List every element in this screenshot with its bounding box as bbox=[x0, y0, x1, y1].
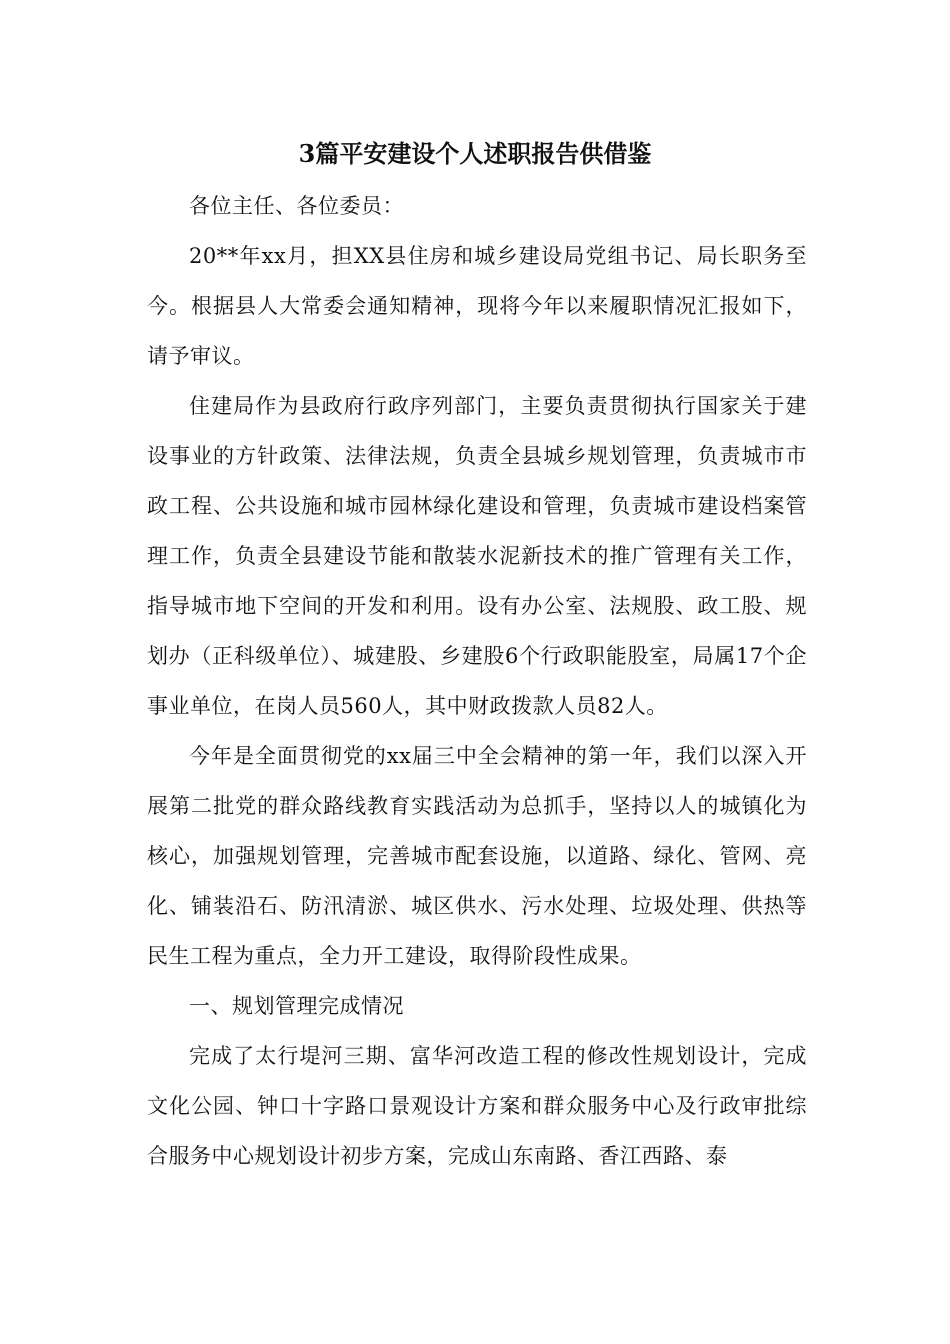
paragraph-planning-details: 完成了太行堤河三期、富华河改造工程的修改性规划设计，完成文化公园、钟口十字路口景观设计方案和群众服务中心及行政审批综合服务中心规划设计初步方案，完成山东南路、香江西路、泰 bbox=[147, 1044, 807, 1168]
paragraph-annual-summary: 今年是全面贯彻党的xx届三中全会精神的第一年，我们以深入开展第二批党的群众路线教育实践活动为总抓手，坚持以人的城镇化为核心，加强规划管理，完善城市配套设施，以道路、绿化、管网、亮化、铺装沿石、防汛清淤、城区供水、污水处理、垃圾处理、供热等民生工程为重点，全力开工建设，取得阶段性成果。 bbox=[147, 744, 807, 968]
salutation: 各位主任、各位委员： bbox=[189, 194, 404, 218]
section-heading-planning: 一、规划管理完成情况 bbox=[189, 994, 404, 1018]
document-body bbox=[147, 181, 807, 1181]
paragraph-department-overview: 住建局作为县政府行政序列部门，主要负责贯彻执行国家关于建设事业的方针政策、法律法规，负责全县城乡规划管理，负责城市市政工程、公共设施和城市园林绿化建设和管理，负责城市建设档案管理工作，负责全县建设节能和散装水泥新技术的推广管理有关工作，指导城市地下空间的开发和利用。设有办公室、法规股、政工股、规划办（正科级单位）、城建股、乡建股6个行政职能股室，局属17个企事业单位，在岗人员560人，其中财政拨款人员82人。 bbox=[147, 394, 807, 718]
paragraph-appointment: 20**年xx月，担XX县住房和城乡建设局党组书记、局长职务至今。根据县人大常委会通知精神，现将今年以来履职情况汇报如下，请予审议。 bbox=[147, 244, 807, 368]
document-title: 3篇平安建设个人述职报告供借鉴 bbox=[298, 139, 652, 168]
